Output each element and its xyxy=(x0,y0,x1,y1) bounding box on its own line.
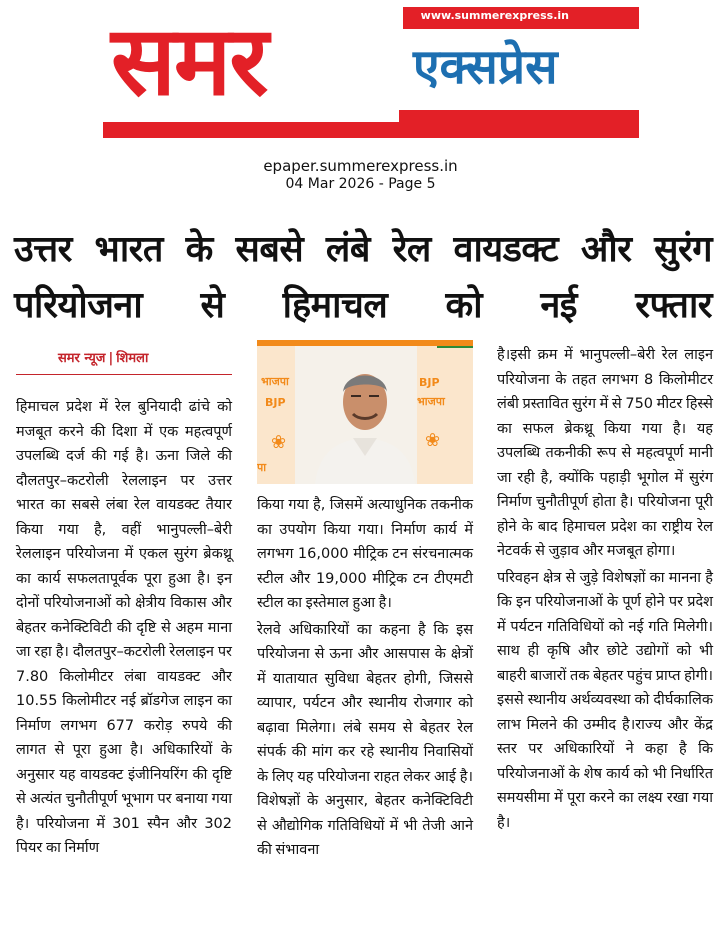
photo-label-4: भाजपा xyxy=(417,395,445,408)
paragraph: रेलवे अधिकारियों का कहना है कि इस परियोजना से ऊना और आसपास के क्षेत्रों में यातायात सुविधा बेहतर होगी, जिससे व्यापार, पर्यटन और स्थानीय रोजगार को बढ़ावा मिलेगा। लंबे समय से बेहतर रेल संपर्क की मांग कर रहे स्थानीय निवासियों के लिए यह परियोजना राहत लेकर आई है। विशेषज्ञों के अनुसार, बेहतर कनेक्टिविटी से औद्योगिक गतिविधियों में भी तेजी आने की संभावना xyxy=(257,621,473,858)
article-column-2 xyxy=(257,493,473,863)
article-column-1 xyxy=(16,395,232,861)
byline-divider xyxy=(16,374,232,375)
lotus-icon: ❀ xyxy=(425,430,441,451)
person-figure xyxy=(257,340,473,484)
paragraph: किया गया है, जिसमें अत्याधुनिक तकनीक का उपयोग किया गया। निर्माण कार्य में लगभग 16,000 मीट्रिक टन संरचनात्मक स्टील और 19,000 मीट्रिक टन टीएमटी स्टील का इस्तेमाल हुआ है। xyxy=(257,497,473,611)
article-photo xyxy=(257,340,473,484)
byline xyxy=(58,348,148,366)
byline-separator: | xyxy=(108,351,114,366)
article-column-3 xyxy=(497,343,713,835)
photo-label-3: BJP xyxy=(419,376,440,389)
photo-label-5: पा xyxy=(257,461,267,474)
byline-location: शिमला xyxy=(116,351,149,366)
masthead xyxy=(103,7,639,138)
paragraph: है।इसी क्रम में भानुपल्ली–बेरी रेल लाइन परियोजना के तहत लगभग 8 किलोमीटर लंबी प्रस्तावित सुरंग में से 750 मीटर हिस्से का सफल ब्रेकथ्रू किया गया है। यह उपलब्धि तकनीकी रूप से महत्वपूर्ण मानी जा रही है, क्योंकि पहाड़ी भूगोल में सुरंग निर्माण चुनौतीपूर्ण होता है। परियोजना पूरी होने के बाद हिमाचल प्रदेश का राष्ट्रीय रेल नेटवर्क से जुड़ाव और मजबूत होगा। xyxy=(497,347,713,559)
logo-sub: एक्सप्रेस xyxy=(413,39,558,95)
photo-label-2: BJP xyxy=(265,396,286,409)
byline-source: समर न्यूज xyxy=(58,351,106,366)
lotus-icon: ❀ xyxy=(271,432,287,453)
photo-label-1: भाजपा xyxy=(261,375,289,388)
logo-main: समर xyxy=(111,5,267,117)
masthead-accent-bar xyxy=(399,110,639,122)
paragraph: हिमाचल प्रदेश में रेल बुनियादी ढांचे को मजबूत करने की दिशा में एक महत्वपूर्ण उपलब्धि दर्ज की गई है। ऊना जिले की दौलतपुर–कटरोली रेललाइन पर उत्तर भारत का सबसे लंबा रेल वायडक्ट तैयार किया गया है, वहीं भानुपल्ली–बेरी रेललाइन परियोजना में एकल सुरंग ब्रेकथ्रू का कार्य सफलतापूर्वक पूरा हुआ है। इन दोनों परियोजनाओं को क्षेत्रीय विकास और बेहतर कनेक्टिविटी की दृष्टि से अहम माना जा रहा है। दौलतपुर–कटरोली रेललाइन पर 7.80 किलोमीटर लंबा वायडक्ट और 10.55 किलोमीटर नई ब्रॉडगेज लाइन का निर्माण लगभग 677 करोड़ रुपये की लागत से पूरा हुआ है। अधिकारियों के अनुसार यह वायडक्ट इंजीनियरिंग की दृष्टि से अत्यंत चुनौतीपूर्ण भूभाग पर बनाया गया है। परियोजना में 301 स्पैन और 302 पियर का निर्माण xyxy=(16,399,232,856)
masthead-bottom-bar xyxy=(103,122,639,138)
masthead-url[interactable]: www.summerexpress.in xyxy=(420,9,569,22)
edition-date-page: 04 Mar 2026 - Page 5 xyxy=(285,176,436,192)
paragraph: परिवहन क्षेत्र से जुड़े विशेषज्ञों का मानना है कि इन परियोजनाओं के पूर्ण होने पर प्रदेश में पर्यटन गतिविधियों को नई गति मिलेगी। साथ ही कृषि और छोटे उद्योगों को भी बाहरी बाजारों तक बेहतर पहुंच प्राप्त होगी। इससे स्थानीय अर्थव्यवस्था को दीर्घकालिक लाभ मिलने की उम्मीद है।राज्य और केंद्र स्तर पर अधिकारियों ने कहा है कि परियोजनाओं के शेष कार्य को भी निर्धारित समयसीमा में पूरा करने का लक्ष्य रखा गया है। xyxy=(497,569,713,831)
article-headline: उत्तर भारत के सबसे लंबे रेल वायडक्ट और सुरंग परियोजना से हिमाचल को नई रफ्तार xyxy=(14,229,712,326)
edition-site[interactable]: epaper.summerexpress.in xyxy=(263,157,458,175)
